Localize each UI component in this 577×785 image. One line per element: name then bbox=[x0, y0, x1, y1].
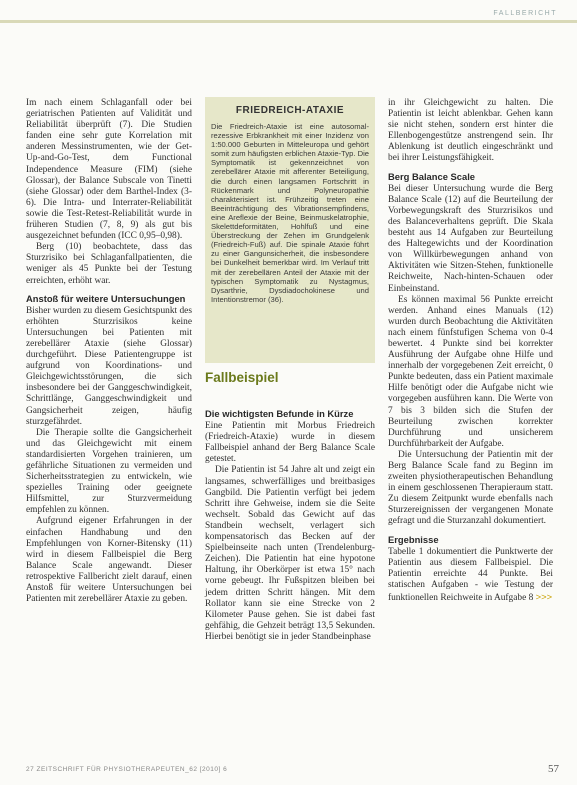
paragraph bbox=[388, 547, 553, 604]
paragraph: Die Therapie sollte die Gangsicherheit und das Gleichgewicht mit einem standardisierten Vorgehen trainieren, um gefährliche Situationen zu vermeiden und Sicherheitsstrategien zu entwickeln, wie spezielles Training oder geeignete Hilfsmittel, zur Sturzvermeidung empfehlen zu können. bbox=[26, 427, 192, 516]
paragraph: Im nach einem Schlaganfall oder bei geriatrischen Patienten auf Validität und Reliabilität überprüft (7). Die Studien fanden eine sehr gute Korrelation mit anderen Messinstrumenten, wie der Get-Up-and-Go-Test, dem Functional Independence Measure (FIM) (siehe Glossar), der Balance Subscale von Tinetti (siehe Glossar) oder dem Barthel-Index (3-6). Die Intra- und Interrater-Reliabilität sowie die Test-Retest-Reliabilität wurde in früheren Studien (7, 8, 9) als gut bis ausgezeichnet befunden (ICC 0,95–0,98). bbox=[26, 98, 192, 242]
section-tag: FALLBERICHT bbox=[493, 10, 557, 17]
continue-arrows: >>> bbox=[535, 591, 553, 603]
page-number: 57 bbox=[548, 763, 559, 775]
column-left bbox=[26, 98, 192, 605]
paragraph: in ihr Gleichgewicht zu halten. Die Patientin ist leicht ablenkbar. Gehen kann sie nicht stehen, sondern erst hinter die Ellenbogengestütze anstrengend sein. Ihr Ablenkung ist deutlich eingeschränkt und bei ihrer Leistungsfähigkeit. bbox=[388, 98, 553, 164]
paragraph: Die Patientin ist 54 Jahre alt und zeigt ein langsames, schwerfälliges und breitbasiges Gangbild. Die Patientin verfügt bei jedem Schritt ihre Gehweise, indem sie die Seite wechselt. Sobald das Gewicht auf das Standbein wechselt, verlagert sich kompensatorisch das Becken auf der Spielbeinseite nach unten (Trendelenburg-Zeichen). Die Patientin hat eine hypotone Haltung, ihr Oberkörper ist etwa 15° nach vorne gebeugt. Ihr Fußspitzen bleiben bei jedem dritten Schritt hängen. Mit dem Rollator kann sie eine Strecke von 2 Kilometer Pause gehen. Sie ist dabei fast gehfähig, die Gehzeit beträgt 13,5 Sekunden. Hierbei benötigt sie in jeder Standbeinphase bbox=[205, 465, 375, 642]
header-rule bbox=[0, 20, 577, 23]
subheading: Anstoß für weitere Untersuchungen bbox=[26, 292, 186, 304]
subheading: Ergebnisse bbox=[388, 533, 439, 545]
paragraph: Bei dieser Untersuchung wurde die Berg Balance Scale (12) auf die Beurteilung der Vorbewegungskraft des Sturzrisikos und des Balanceverhaltens geprüft. Die Skala besteht aus 14 Aufgaben zur Beurteilung des Haltegewichts und der Koordination von Willkürbewegungen anhand von Aktivitäten wie Sitzen-Stehen, funktionelle Reichweite, Nach-hinten-Schauen oder Einbeinstand. bbox=[388, 183, 553, 294]
subheading: Berg Balance Scale bbox=[388, 170, 476, 182]
info-box-title: FRIEDREICH-ATAXIE bbox=[235, 105, 345, 116]
paragraph: Berg (10) beobachtete, dass das Sturzrisiko bei Schlaganfallpatienten, die weniger als 45 Punkte bei der Testung erreichten, erhöht war. bbox=[26, 242, 192, 286]
paragraph: Bisher wurden zu diesem Gesichtspunkt des erhöhten Sturzrisikos keine Untersuchungen bei Patienten mit zerebellärer Ataxie (siehe Glossar) durchgeführt. Diese Patientengruppe ist aufgrund von Koordinations- und Gleichgewichtsstörungen, die sich insbesondere bei der Ganggeschwindigkeit, Schrittlänge, Ganggeschwindigkeit und Gangsicherheit zeigen, häufig sturzgefährdet. bbox=[26, 305, 192, 427]
info-box bbox=[205, 97, 375, 363]
paragraph-text: Tabelle 1 dokumentiert die Punktwerte der Patientin aus diesem Fallbeispiel. Die Patientin erreichte 44 Punkte. Bei statischen Aufgaben - wie Testung der funktionellen Reichweite in Aufgabe 8 bbox=[388, 546, 553, 604]
section-title: Fallbeispiel bbox=[205, 370, 279, 385]
subheading: Die wichtigsten Befunde in Kürze bbox=[205, 408, 354, 419]
paragraph: Eine Patientin mit Morbus Friedreich (Friedreich-Ataxie) wurde in diesem Fallbeispiel anhand der Berg Balance Scale getestet. bbox=[205, 421, 375, 465]
info-box-body: Die Friedreich-Ataxie ist eine autosomal-rezessive Erbkrankheit mit einer Inzidenz von 1:50.000 Geburten in Mitteleuropa und gehört somit zum häufigsten erblichen Ataxie-Typ. Die Symptomatik ist gekennzeichnet von zerebellärer Ataxie mit afferenter Beteiligung, die durch einen langsamen Fortschritt in Rückenmark und Polyneuropathie charakterisiert ist. Frühzeitig treten eine Beeinträchtigung des Vibrationsempfindens, eine Areflexie der Beine, Beinmuskelatrophie, Skelettdeformitäten, Hohlfuß und eine Überstreckung der Zehen im Grundgelenk (Friedreich-Fuß) auf. Die spinale Ataxie führt zu einer Gangunsicherheit, die insbesondere bei Dunkelheit bemerkbar wird. Im Verlauf tritt mit der zerebellären Anteil der Ataxie mit der typischen Symptomatik zu Nystagmus, Dysarthrie, Dysdiadochokinese und Intentionstremor (36). bbox=[211, 122, 369, 304]
paragraph: Aufgrund eigener Erfahrungen in der einfachen Handhabung und den Empfehlungen von Korner-Bitensky (11) wird in diesem Fallbeispiel die Berg Balance Scale angewandt. Dieser retrospektive Fallbericht zielt darauf, einen Anstoß für weitere Untersuchungen bei Patienten mit zerebellärer Ataxie zu geben. bbox=[26, 516, 192, 605]
paragraph: Es können maximal 56 Punkte erreicht werden. Anhand eines Manuals (12) wurden durch Beobachtung die Aktivitäten nach einem fünfstufigen Schema von 0-4 bewertet. 4 Punkte sind bei korrekter Ausführung der Aufgabe ohne Hilfe und innerhalb der vorgegebenen Zeit erreicht, 0 Punkte bedeuten, dass ein Patient maximale Hilfe benötigt oder die Aufgabe nicht wie vorgegeben ausführen kann. Die Werte von 7 bis 3 bilden sich die Stufen der Beurteilung zwischen korrekter Durchführung und unsicherem Durchführbarkeit der Aufgabe. bbox=[388, 294, 553, 449]
paragraph: Die Untersuchung der Patientin mit der Berg Balance Scale fand zu Beginn im zweiten physiotherapeutischen Behandlung in einem geschlossenen Therapieraum statt. Zu diesem Zeitpunkt wurde ebenfalls nach Sturzereignissen der vergangenen Monate gefragt und die Sturzanzahl dokumentiert. bbox=[388, 449, 553, 527]
column-right bbox=[388, 98, 553, 604]
footer-journal: 27 ZEITSCHRIFT FÜR PHYSIOTHERAPEUTEN_62 [2010] 6 bbox=[26, 766, 228, 773]
column-middle bbox=[205, 400, 375, 643]
